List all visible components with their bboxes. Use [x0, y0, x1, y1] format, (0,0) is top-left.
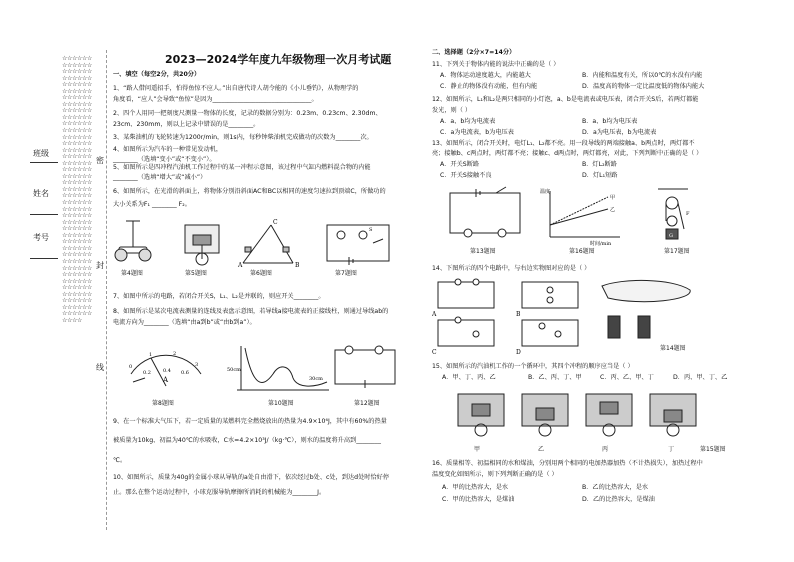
q15-option-b: B．乙、丙、丁、甲: [528, 374, 582, 381]
graph-x-axis-label: 时间/min: [590, 241, 612, 247]
number-label: 考号: [33, 233, 49, 242]
q13-line1: 13、如图所示，闭合开关时，电灯L₁、L₂都不亮。用一段导线的两端接触a、b两点时，两灯都不: [432, 140, 695, 147]
caption-fig5: 第5题图: [185, 270, 207, 277]
meter-tick-0-6: 0.6: [181, 370, 189, 376]
q14-physical-circuit: [602, 280, 690, 338]
name-label: 姓名: [33, 189, 49, 198]
figure-row-2: [113, 338, 403, 398]
section2-heading: 二、选择题（2分×7=14分）: [432, 49, 516, 56]
seal-dashed-line: [106, 50, 107, 530]
q5-line2: ________（选填“增大”或“减小”）: [113, 174, 207, 181]
class-label: 班级: [33, 149, 49, 158]
q15-engine-strokes: [450, 388, 720, 440]
section1-heading: 一、填空（每空2分，共20分）: [113, 71, 201, 78]
q5-line1: 5、如图所示是四冲程汽油机工作过程中的某一冲程示意图，该过程中气缸内燃料混合物的内能: [113, 164, 371, 171]
caption-fig10: 第10题图: [268, 400, 294, 407]
meter-tick-2: 2: [173, 351, 177, 357]
pulley-weight-label: G: [669, 233, 673, 239]
figure-row-1: [113, 215, 403, 270]
meter-tick-0-2: 0.2: [143, 370, 151, 376]
exam-title: 2023—2024学年度九年级物理一次月考试题: [165, 53, 392, 66]
q16-option-c: C．甲的比热容大，是煤油: [442, 496, 515, 503]
q12-line2: 发光，则（ ）: [432, 107, 472, 114]
q16-option-a: A．甲的比热容大，是水: [442, 484, 509, 491]
incline-label-C: C: [273, 219, 278, 226]
q14-label-C: C: [432, 349, 437, 356]
q15-option-a: A．甲、丁、丙、乙: [442, 374, 496, 381]
engine-stroke-yi: [522, 394, 568, 436]
circuit-q7-label-s1: S: [369, 227, 373, 233]
caption-fig13: 第13题图: [470, 248, 496, 255]
decorative-star-border: ☆☆☆☆☆☆☆☆☆☆☆☆☆☆☆☆☆☆☆☆☆☆☆☆☆☆☆☆☆☆☆☆☆☆☆☆☆☆☆☆☆☆☆☆☆☆☆☆☆☆☆☆☆☆☆☆☆☆☆☆☆☆☆☆☆☆☆☆☆☆☆☆☆☆☆☆☆☆☆☆☆☆☆☆☆☆☆☆☆☆☆☆☆☆☆☆☆☆☆☆☆☆☆☆☆☆☆☆☆☆☆☆☆☆☆☆☆☆☆☆☆☆☆☆☆☆☆☆☆☆☆☆☆☆☆☆☆☆☆☆☆☆☆☆☆☆☆☆☆☆☆☆☆☆☆☆☆☆☆☆☆☆☆☆☆☆☆☆☆☆☆☆☆☆☆☆☆☆☆☆☆☆☆☆☆☆☆☆☆☆☆☆☆☆☆☆☆☆☆☆☆☆☆☆☆☆☆☆☆☆☆☆☆☆☆☆☆☆☆☆☆☆☆☆☆☆☆☆☆☆☆☆☆☆☆☆☆☆☆☆☆☆☆☆: [62, 55, 92, 324]
caption-fig17: 第17题图: [664, 248, 690, 255]
q12-option-a: A．a、b均为电流表: [440, 118, 496, 125]
meter-tick-0-4: 0.4: [163, 368, 171, 374]
q11-option-d: D．温度高的物体一定比温度低的物体内能大: [582, 83, 705, 90]
engine-figure: [185, 225, 219, 265]
engine-label-yi: 乙: [538, 446, 545, 453]
q2-line1: 2、四个人用同一把刻度尺测量一物体的长度，记录的数据分别为：0.23m、0.23cm、2.30dm、: [113, 110, 382, 117]
q16-line1: 16、质量相等、初温相同的水和煤油，分别用两个相同的电加热器加热（不计热损失），加热过程中: [432, 460, 703, 467]
figure-row-right-2: [432, 276, 732, 356]
seal-char-mi: 密: [96, 156, 104, 165]
seal-char-feng: 封: [96, 261, 104, 270]
q16-line2: 温度变化如图所示，则下列判断正确的是（ ）: [432, 471, 558, 478]
q14-label-B: B: [516, 311, 521, 318]
q15-option-d: D．丙、甲、丁、乙: [673, 374, 728, 381]
meter-tick-3: 3: [195, 362, 199, 368]
q11-option-a: A．物体运动速度越大，内能越大: [440, 72, 531, 79]
q14-circuit-option-a: [438, 279, 494, 308]
q6-line1: 6、如图所示，在光滑的斜面上，将物体分别沿斜面AC和BC以相同的速度匀速拉到顶端C，所做功的: [113, 188, 386, 195]
figure-row-right-1: [440, 185, 740, 247]
q8-line2: 电流方向为________（选填“由a到b”或“由b到a”）。: [113, 319, 256, 326]
q3-text: 3、某柴油机的飞轮转速为1200r/min，则1s内，每秒钟柴油机完成做功的次数为________次。: [113, 134, 373, 141]
circuit-q7-figure: [327, 225, 389, 265]
meter-tick-1: 1: [149, 352, 153, 358]
q12-line1: 12、如图所示，L₁和L₂是两只相同的小灯泡，a、b是电流表或电压表，闭合开关S后，若两灯都能: [432, 96, 699, 103]
q16-option-d: D．乙的比热容大，是煤油: [582, 496, 655, 503]
meter-tick-0: 0: [129, 364, 133, 370]
q7-text: 7、如图中所示的电路，若闭合开关S，L₁、L₂是并联的，则应开关________。: [113, 293, 325, 300]
engine-stroke-bing: [586, 394, 632, 436]
q11-stem: 11、下列关于物体内能的说法中正确的是（ ）: [432, 61, 560, 68]
q11-option-c: C．静止的物体没有动能，但有内能: [440, 83, 538, 90]
q12-option-b: B．a、b均为电压表: [582, 118, 638, 125]
q14-circuit-option-c: [438, 317, 494, 346]
engine-label-jia: 甲: [474, 446, 481, 453]
engine-stroke-jia: [458, 394, 504, 436]
caption-fig14: 第14题图: [660, 345, 686, 352]
q14-label-D: D: [516, 349, 521, 356]
engine-label-ding: 丁: [668, 446, 675, 453]
q13-option-c: C．开关S接触不良: [440, 172, 492, 179]
caption-fig6: 第6题图: [250, 270, 272, 277]
q12-option-c: C．a为电流表，b为电压表: [440, 129, 514, 136]
caption-fig4: 第4题图: [121, 270, 143, 277]
q10-line1: 10、如图所示，质量为40g的金属小球从导轨的a处自由滑下，依次经过b处、c处，到达d处时恰好停: [113, 474, 390, 481]
q15-option-c: C．丙、乙、甲、丁: [600, 374, 654, 381]
q4-line1: 4、如图所示为汽车的一种常见发动机，: [113, 146, 223, 153]
incline-label-B: B: [295, 262, 300, 269]
name-blank-line: [30, 214, 58, 215]
seal-char-xian: 线: [96, 363, 104, 372]
meter-letter: A: [163, 376, 169, 384]
q13-option-a: A．开关S断路: [440, 161, 480, 168]
q8-line1: 8、如图所示是某次电流表测量的连线及表盘示意图，若导线a接电流表的正接线柱，则通过导线ab的: [113, 308, 389, 315]
graph-label-yi: 乙: [610, 207, 616, 213]
graph-label-jia: 甲: [610, 195, 616, 201]
q1-line2: 角度看，“应人”会导致“鱼惊”是因为________________________________。: [113, 96, 318, 103]
graph-y-axis-label: 温度: [540, 189, 551, 195]
q9-line3: ℃。: [113, 457, 127, 464]
caption-fig8: 第8题图: [152, 400, 174, 407]
q11-option-b: B．内能和温度有关，所以0℃的水没有内能: [582, 72, 703, 79]
q9-line1: 9、在一个标准大气压下，若一定质量的某燃料完全燃烧放出的热量为4.9×10⁶J，其中有60%的热量: [113, 418, 387, 425]
number-blank-line: [30, 258, 58, 259]
q13-line2: 亮；接触b、c两点时，两灯都不亮；接触c、d两点时，两灯都亮，对此，下列判断中正确的是（ ）: [432, 150, 703, 157]
circuit-q13-figure: [450, 187, 520, 237]
track-height-label: 50cm: [227, 367, 241, 373]
caption-fig12: 第12题图: [354, 400, 380, 407]
q14-stem: 14、下图所示的四个电路中，与右边实物图对应的是（ ）: [432, 265, 591, 272]
q4-line2: ________（选填“变小”或“不变小”）。: [113, 156, 216, 163]
track-figure: [237, 346, 329, 390]
incline-figure: [243, 225, 293, 263]
caption-fig16: 第16题图: [569, 248, 595, 255]
q13-option-b: B．灯L₂断路: [582, 161, 617, 168]
incline-label-A: A: [238, 262, 243, 269]
pulley-force-label: F: [686, 211, 690, 217]
q14-label-A: A: [432, 311, 437, 318]
q14-circuit-option-b: [522, 282, 578, 308]
engine-label-bing: 丙: [602, 446, 609, 453]
track-height2-label: 30cm: [309, 376, 323, 382]
class-blank-line: [30, 162, 58, 163]
q2-line2: 23cm、230mm，则以上记录中错误的是________。: [113, 121, 260, 128]
q13-option-d: D．灯L₁短路: [582, 172, 618, 179]
balance-scooter-figure: [115, 221, 151, 261]
caption-fig15: 第15题图: [700, 446, 726, 453]
engine-stroke-ding: [650, 394, 696, 436]
pulley-figure: [658, 189, 688, 239]
q15-stem: 15、如图所示的汽油机工作的一个循环中，其四个冲程的顺序应当是（ ）: [432, 363, 634, 370]
caption-fig7: 第7题图: [335, 270, 357, 277]
q10-line2: 止。那么在整个运动过程中，小球克服导轨摩擦所消耗的机械能为________J。: [113, 489, 326, 496]
q9-line2: 被质量为10kg、初温为40℃的水吸收，C水=4.2×10³J/（kg·℃），则水的温度将升高到________: [113, 437, 381, 444]
q6-line2: 大小关系为F₁ ________ F₂。: [113, 201, 191, 208]
circuit-q12-figure: [335, 346, 395, 388]
q16-option-b: B．乙的比热容大，是水: [582, 484, 649, 491]
q14-circuit-option-d: [522, 320, 578, 346]
q12-option-d: D．a为电压表，b为电流表: [582, 129, 657, 136]
q1-line1: 1、“路人借问遥招手，怕得鱼惊不应人。”出自唐代诗人胡令能的《小儿垂钓》，从物理学的: [113, 85, 359, 92]
